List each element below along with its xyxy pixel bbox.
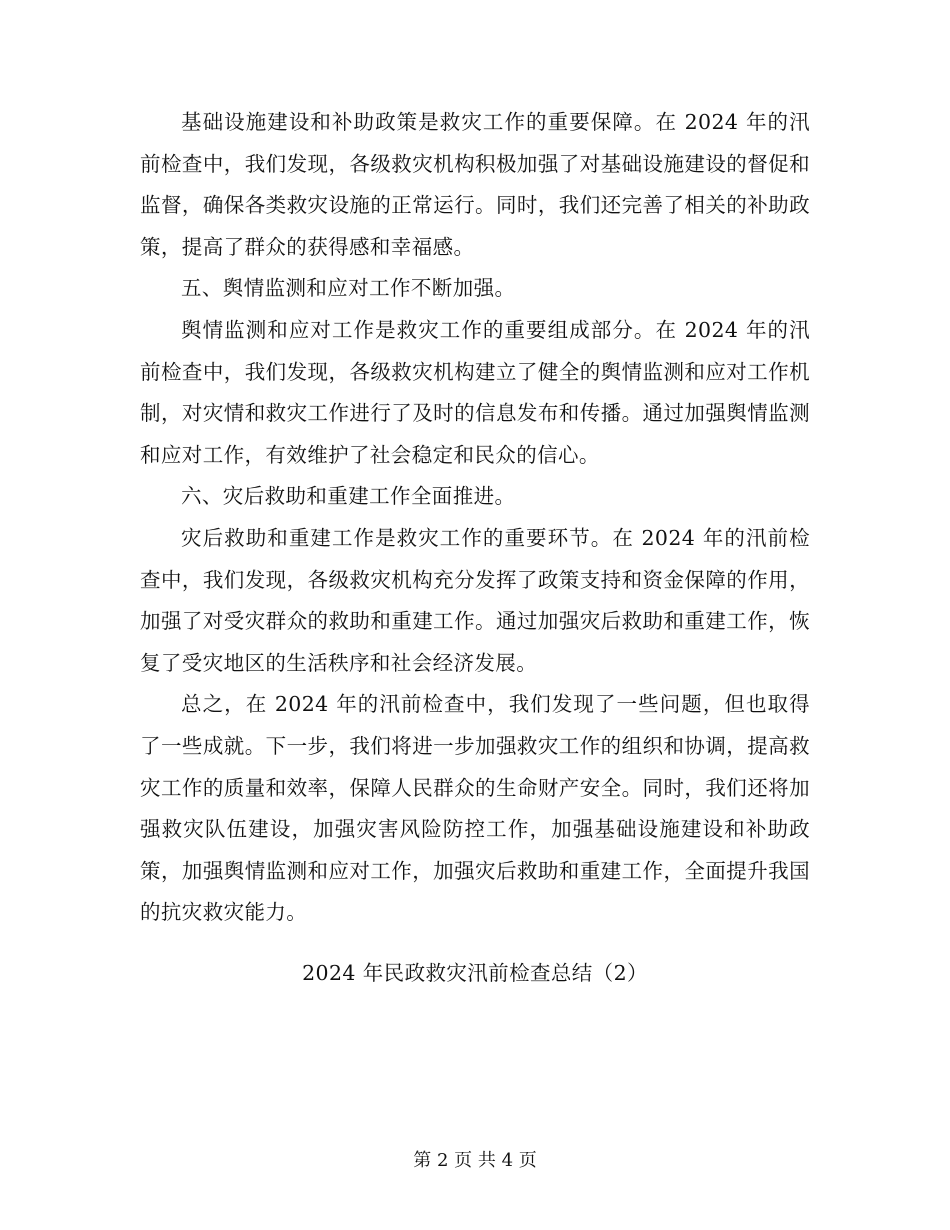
page-number-footer: 第 2 页 共 4 页 [413,1150,537,1171]
paragraph-post-disaster: 灾后救助和重建工作是救灾工作的重要环节。在 2024 年的汛前检查中，我们发现，各级救灾机构充分发挥了政策支持和资金保障的作用，加强了对受灾群众的救助和重建工作。通过加强灾后救助和重建工作，恢复了受灾地区的生活秩序和社会经济发展。 [140,525,810,675]
document-body [140,102,810,934]
paragraph-conclusion: 总之，在 2024 年的汛前检查中，我们发现了一些问题，但也取得了一些成就。下一步，我们将进一步加强救灾工作的组织和协调，提高救灾工作的质量和效率，保障人民群众的生命财产安全。同时，我们还将加强救灾队伍建设，加强灾害风险防控工作，加强基础设施建设和补助政策，加强舆情监测和应对工作，加强灾后救助和重建工作，全面提升我国的抗灾救灾能力。 [140,692,810,925]
paragraph-public-opinion: 舆情监测和应对工作是救灾工作的重要组成部分。在 2024 年的汛前检查中，我们发现，各级救灾机构建立了健全的舆情监测和应对工作机制，对灾情和救灾工作进行了及时的信息发布和传播。通过加强舆情监测和应对工作，有效维护了社会稳定和民众的信心。 [140,317,810,467]
section-heading-public-opinion: 五、舆情监测和应对工作不断加强。 [181,276,516,301]
next-document-title: 2024 年民政救灾汛前检查总结（2） [302,961,648,985]
section-heading-post-disaster: 六、灾后救助和重建工作全面推进。 [181,484,516,509]
paragraph-infrastructure: 基础设施建设和补助政策是救灾工作的重要保障。在 2024 年的汛前检查中，我们发现，各级救灾机构积极加强了对基础设施建设的督促和监督，确保各类救灾设施的正常运行。同时，我们还完善了相关的补助政策，提高了群众的获得感和幸福感。 [140,110,810,259]
